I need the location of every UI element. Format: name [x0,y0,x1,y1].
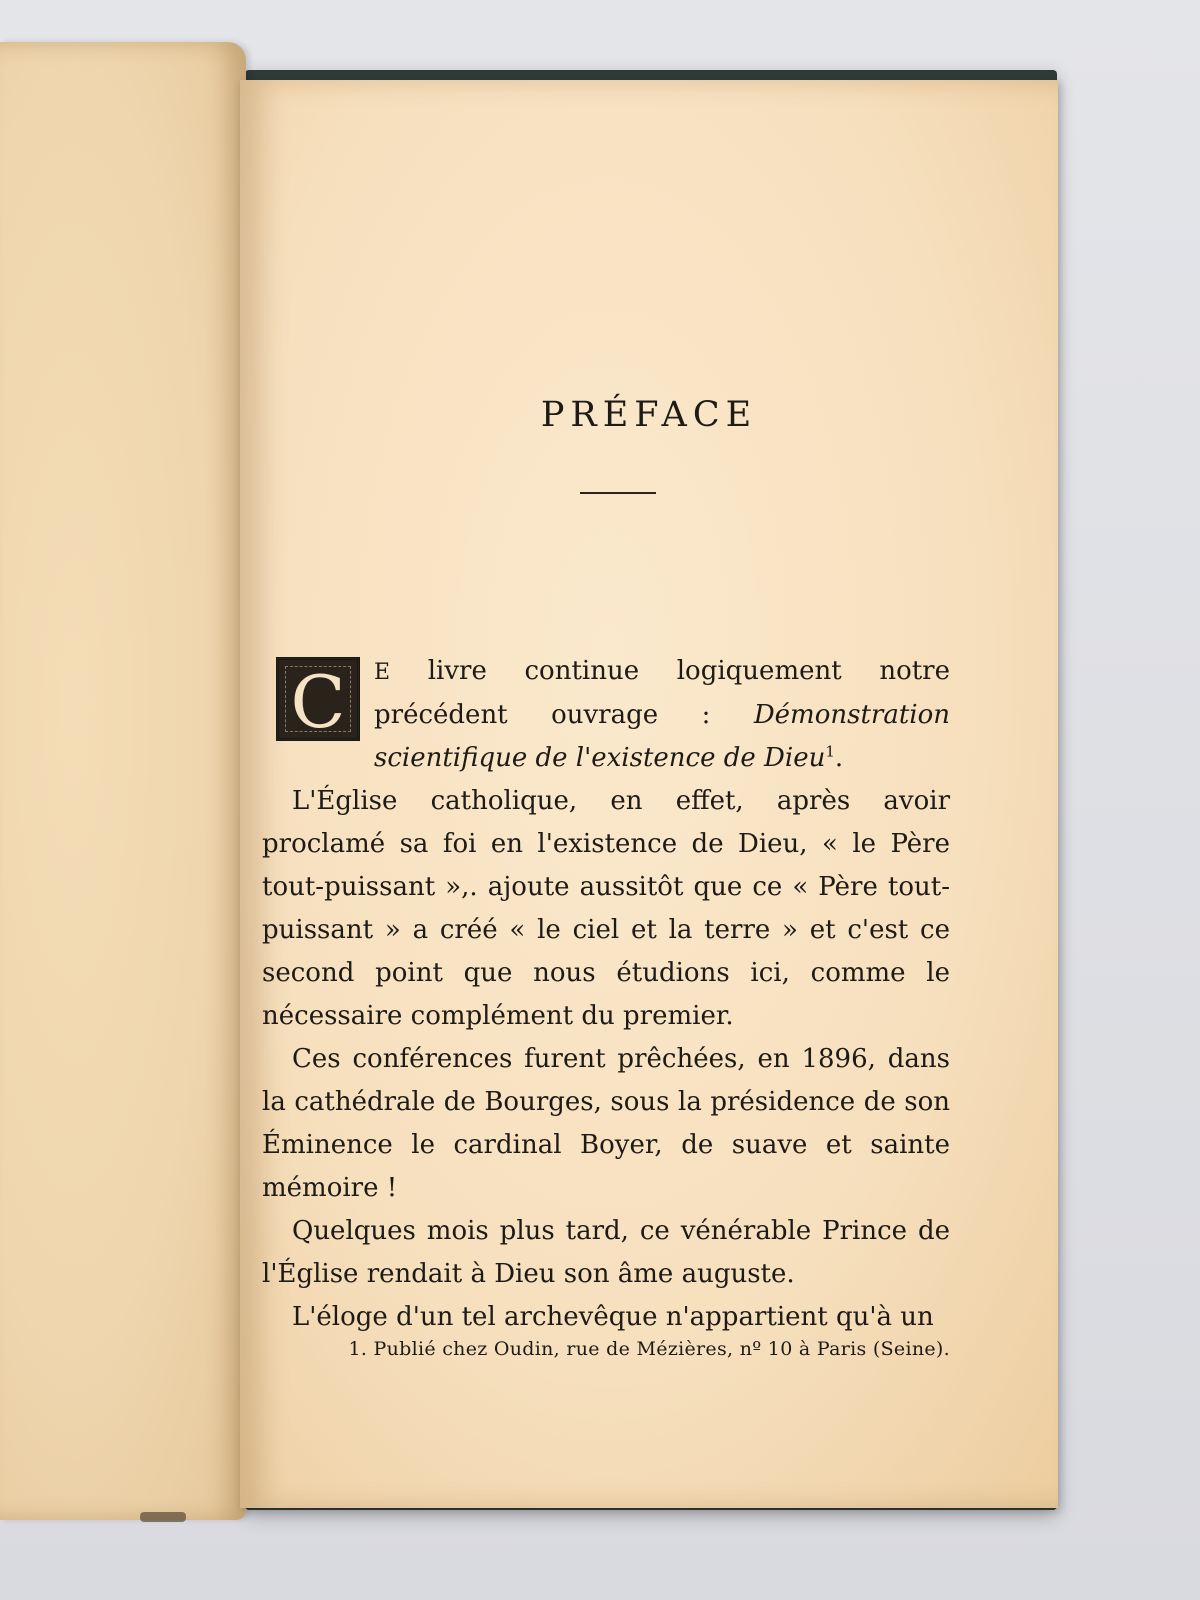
title-rule [580,492,656,494]
dropcap-continuation: E [374,660,391,685]
right-page [240,80,1058,1508]
paragraph-2: L'Église catholique, en effet, après avoir proclamé sa foi en l'existence de Dieu, « le Père tout-puissant »,. ajoute aussitôt que ce « Père tout-puissant » a créé « le ciel et la terre » et c'est ce second point que nous étudions ici, comme le nécessaire complément du premier. [262,786,950,1031]
paragraph-1-end: . [834,743,844,773]
paragraph-3: Ces conférences furent prêchées, en 1896, dans la cathédrale de Bourges, sous la présidence de son Éminence le cardinal Boyer, de suave et sainte mémoire ! [262,1044,950,1203]
ornamental-dropcap: C [276,657,360,741]
paragraph-1 [262,650,950,780]
page-title: PRÉFACE [540,395,758,436]
paragraph-5: L'éloge d'un tel archevêque n'appartient qu'à un [292,1302,934,1332]
footnote: 1. Publié chez Oudin, rue de Mézières, nº 10 à Paris (Seine). [348,1338,950,1360]
body-text [262,650,950,1339]
footnote-ref: 1 [825,742,835,761]
book-reference: Démonstration scientifique de l'existence de Dieu [374,700,950,773]
left-page [0,42,246,1520]
paragraph-4: Quelques mois plus tard, ce vénérable Prince de l'Église rendait à Dieu son âme auguste. [262,1216,950,1289]
paragraph-1-text: livre continue logiquement notre précédent ouvrage : [374,656,950,730]
binding-thread [140,1512,186,1522]
